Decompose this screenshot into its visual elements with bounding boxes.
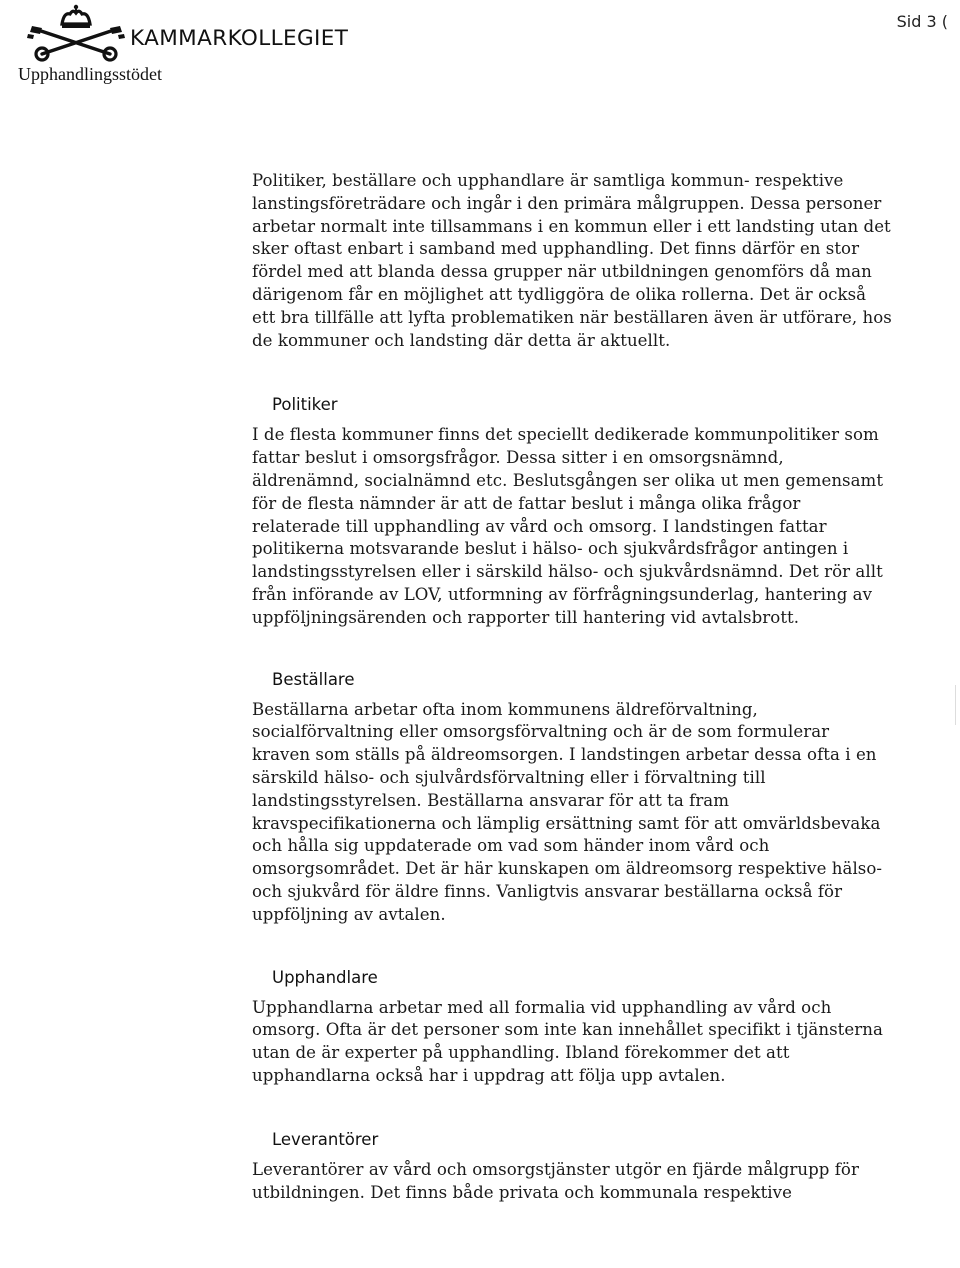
section-heading-politiker: Politiker — [272, 395, 338, 415]
section-heading-upphandlare: Upphandlare — [272, 967, 378, 987]
document-body — [252, 170, 892, 1204]
page-header — [18, 4, 948, 94]
page-number: Sid 3 ( — [896, 12, 948, 31]
margin-mark — [955, 685, 956, 725]
department-name: Upphandlingsstödet — [18, 64, 162, 84]
leverantorer-paragraph: Leverantörer av vård och omsorgstjänster utgör en fjärde målgrupp för utbildningen. Det finns både privata och kommunala respektive — [252, 1159, 859, 1202]
section-heading-bestallare: Beställare — [272, 669, 355, 689]
politiker-paragraph: I de flesta kommuner finns det speciellt dedikerade kommunpolitiker som fattar beslut i omsorgsfrågor. Dessa sitter i en omsorgsnämnd, äldrenämnd, socialnämnd etc. Beslutsgången ser olika ut men gemensamt för de flesta nämnder är att de fattar beslut i många olika frågor relaterade till upphandling av vård och omsorg. I landstingen fattar politikerna motsvarande beslut i hälso- och sjukvårdsfrågor antingen i landstingsstyrelsen eller i särskild hälso- och sjukvårdsnämnd. Det rör allt från införande av LOV, utformning av förfrågningsunderlag, hantering av uppföljningsärenden och rapporter till hantering vid avtalsbrott. — [252, 425, 884, 627]
bestallare-paragraph: Beställarna arbetar ofta inom kommunens äldreförvaltning, socialförvaltning eller omsorgsförvaltning och är de som formulerar kraven som ställs på äldreomsorgen. I landstingen arbetar dessa ofta i en särskild hälso- och sjulvårdsförvaltning eller i förvaltning till landstingsstyrelsen. Beställarna ansvarar för att ta fram kravspecifikationerna och lämplig ersättning samt för att omvärldsbevaka och hålla sig uppdaterade om vad som händer inom vård och omsorgsområdet. Det är här kunskapen om äldreomsorg respektive hälso- och sjukvård för äldre finns. Vanligtvis ansvarar beställarna också för uppföljning av avtalen. — [252, 699, 883, 924]
crown-keys-logo-icon — [18, 4, 130, 62]
organization-name: KAMMARKOLLEGIET — [130, 26, 349, 51]
section-heading-leverantorer: Leverantörer — [272, 1129, 379, 1149]
intro-paragraph: Politiker, beställare och upphandlare är samtliga kommun- respektive lanstingsföreträdare och ingår i den primära målgruppen. Dessa personer arbetar normalt inte tillsammans i en kommun eller i ett landsting utan det sker oftast enbart i samband med upphandling. Det finns därför en stor fördel med att blanda dessa grupper när utbildningen genomförs då man därigenom får en möjlighet att tydliggöra de olika rollerna. Det är också ett bra tillfälle att lyfta problematiken när beställaren även är utförare, hos de kommuner och landsting där detta är aktuellt. — [252, 171, 892, 350]
upphandlare-paragraph: Upphandlarna arbetar med all formalia vid upphandling av vård och omsorg. Ofta är det personer som inte kan innehållet specifikt i tjänsterna utan de är experter på upphandling. Ibland förekommer det att upphandlarna också har i uppdrag att följa upp avtalen. — [252, 997, 883, 1085]
